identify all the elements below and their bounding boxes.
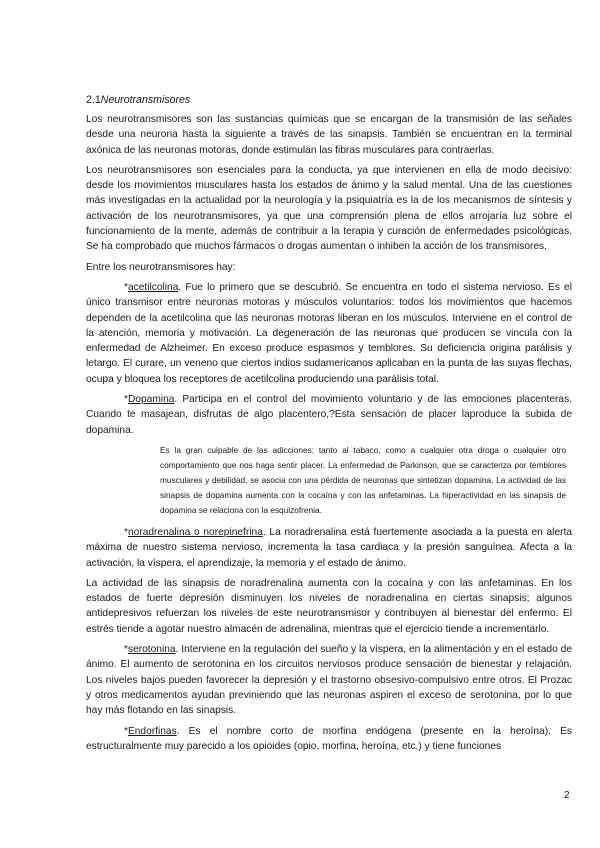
bullet: * xyxy=(124,644,128,656)
desc-noradrenalina: . La noradrenalina está fuertemente asociada a la puesta en alerta máxima de nuestro sistema nervioso, incrementa la tasa cardiaca y la presión sanguínea. Afecta a la activación, la víspera, el aprendizaje, la memoria y el estado de ánimo. xyxy=(86,526,573,569)
item-acetilcolina xyxy=(86,280,572,387)
bullet: * xyxy=(124,725,128,737)
item-dopamina xyxy=(86,392,572,438)
term-noradrenalina: noradrenalina o norepinefrina xyxy=(127,526,263,538)
item-endorfinas xyxy=(86,724,572,755)
dopamina-quote: Es la gran culpable de las adicciones: tanto al tabaco, como a cualquier otra droga o cualquier otro comportamiento que nos haga sentir placer. La enfermedad de Parkinson, que se caracteriza por temblores musculares y debilidad, se asocia con una pérdida de neuronas que sintetizan dopamina. La actividad de las sinapsis de dopamina aumenta con la cocaína y con las anfetaminas. La hiperactividad en las sinapsis de dopamina se relaciona con la esquizofrenia. xyxy=(160,444,566,515)
list-intro: Entre los neurotransmisores hay: xyxy=(86,261,236,273)
section-number: 2.1 xyxy=(86,94,101,106)
intro-paragraph-2: Los neurotransmisores son esenciales para la conducta, ya que intervienen en ella de modo decisivo: desde los movimientos musculares hasta los estados de ánimo y la salud mental. Una de las cuestiones más investigadas en la actualidad por la neurología y la psiquiatría es la de los mecanismos de síntesis y activación de los neurotransmisores, ya que una comprensión plena de ellos arrojaría luz sobre el funcionamiento de la mente, además de contribuir a la terapia y curación de enfermedades psicológicas. Se ha comprobado que muchos fármacos o drogas aumentan o inhiben la acción de los transmisores. xyxy=(86,164,572,253)
section-title: Neurotransmisores xyxy=(100,94,191,106)
item-noradrenalina xyxy=(86,525,572,571)
desc-dopamina: . Participa en el control del movimiento voluntario y de las emociones placenteras. Cuando te masajean, disfrutas de algo placentero,?Esta sensación de placer laproduce la subida de dopamina. xyxy=(86,394,572,436)
term-serotonina: serotonina xyxy=(127,644,176,656)
desc-acetilcolina: . Fue lo primero que se descubrió. Se encuentra en todo el sistema nervioso. Es el único transmisor entre neuronas motoras y músculos voluntarios: todos los movimientos que hacemos dependen de la acetilcolina que las neuronas motoras liberan en los músculos. Interviene en el control de la atención, memoria y motivación. La degeneración de las neuronas que producen se vincula con la enfermedad de Alzheimer. En exceso produce espasmos y temblores. Su deficiencia origina parálisis y letargo. El curare, un veneno que ciertos indios sudamericanos aplicaban en la punta de las suyas flechas, ocupa y bloquea los receptores de acetilcolina produciendo una parálisis total. xyxy=(86,281,572,385)
document-page xyxy=(86,93,572,759)
desc-endorfinas: . Es el nombre corto de morfina endógena (presente en la heroína). Es estructuralmente muy parecido a los opioides (opio, morfina, heroína, etc.) y tiene funciones xyxy=(86,725,572,752)
page-number: 2 xyxy=(564,790,570,801)
term-dopamina: Dopamina xyxy=(127,394,175,406)
bullet: * xyxy=(124,281,128,293)
term-acetilcolina: acetilcolina xyxy=(127,281,179,293)
noradrenalina-extra: La actividad de las sinapsis de noradrenalina aumenta con la cocaína y con las anfetaminas. En los estados de fuerte depresión disminuyen los niveles de noradrenalina en ciertas sinapsis; algunos antidepresivos refuerzan los niveles de este neurotransmisor y contribuyen al bienestar del enfermo. El estrés tiende a agotar nuestro almacén de adrenalina, mientras que el ejercicio tiende a incrementarlo. xyxy=(86,577,572,635)
intro-paragraph-1: Los neurotransmisores son las sustancias químicas que se encargan de la transmisión de las señales desde una neurona hasta la siguiente a través de las sinapsis. También se encuentran en la terminal axónica de las neuronas motoras, donde estimulan las fibras musculares para contraerlas. xyxy=(86,114,572,156)
bullet: * xyxy=(124,394,128,406)
bullet: * xyxy=(124,526,128,538)
desc-serotonina: . Interviene en la regulación del sueño y la víspera, en la alimentación y en el estado de ánimo. El aumento de serotonina en los circuitos nerviosos produce sensación de bienestar y relajación. Los niveles bajos pueden favorecer la depresión y el trastorno obsesivo-compulsivo entre otros. El Prozac y otros medicamentos ayudan previniendo que las neuronas aspiren el exceso de serotonina, por lo que hay más flotando en las sinapsis. xyxy=(86,644,572,717)
item-serotonina xyxy=(86,642,572,718)
section-heading xyxy=(86,93,572,107)
term-endorfinas: Endorfinas xyxy=(127,725,177,737)
